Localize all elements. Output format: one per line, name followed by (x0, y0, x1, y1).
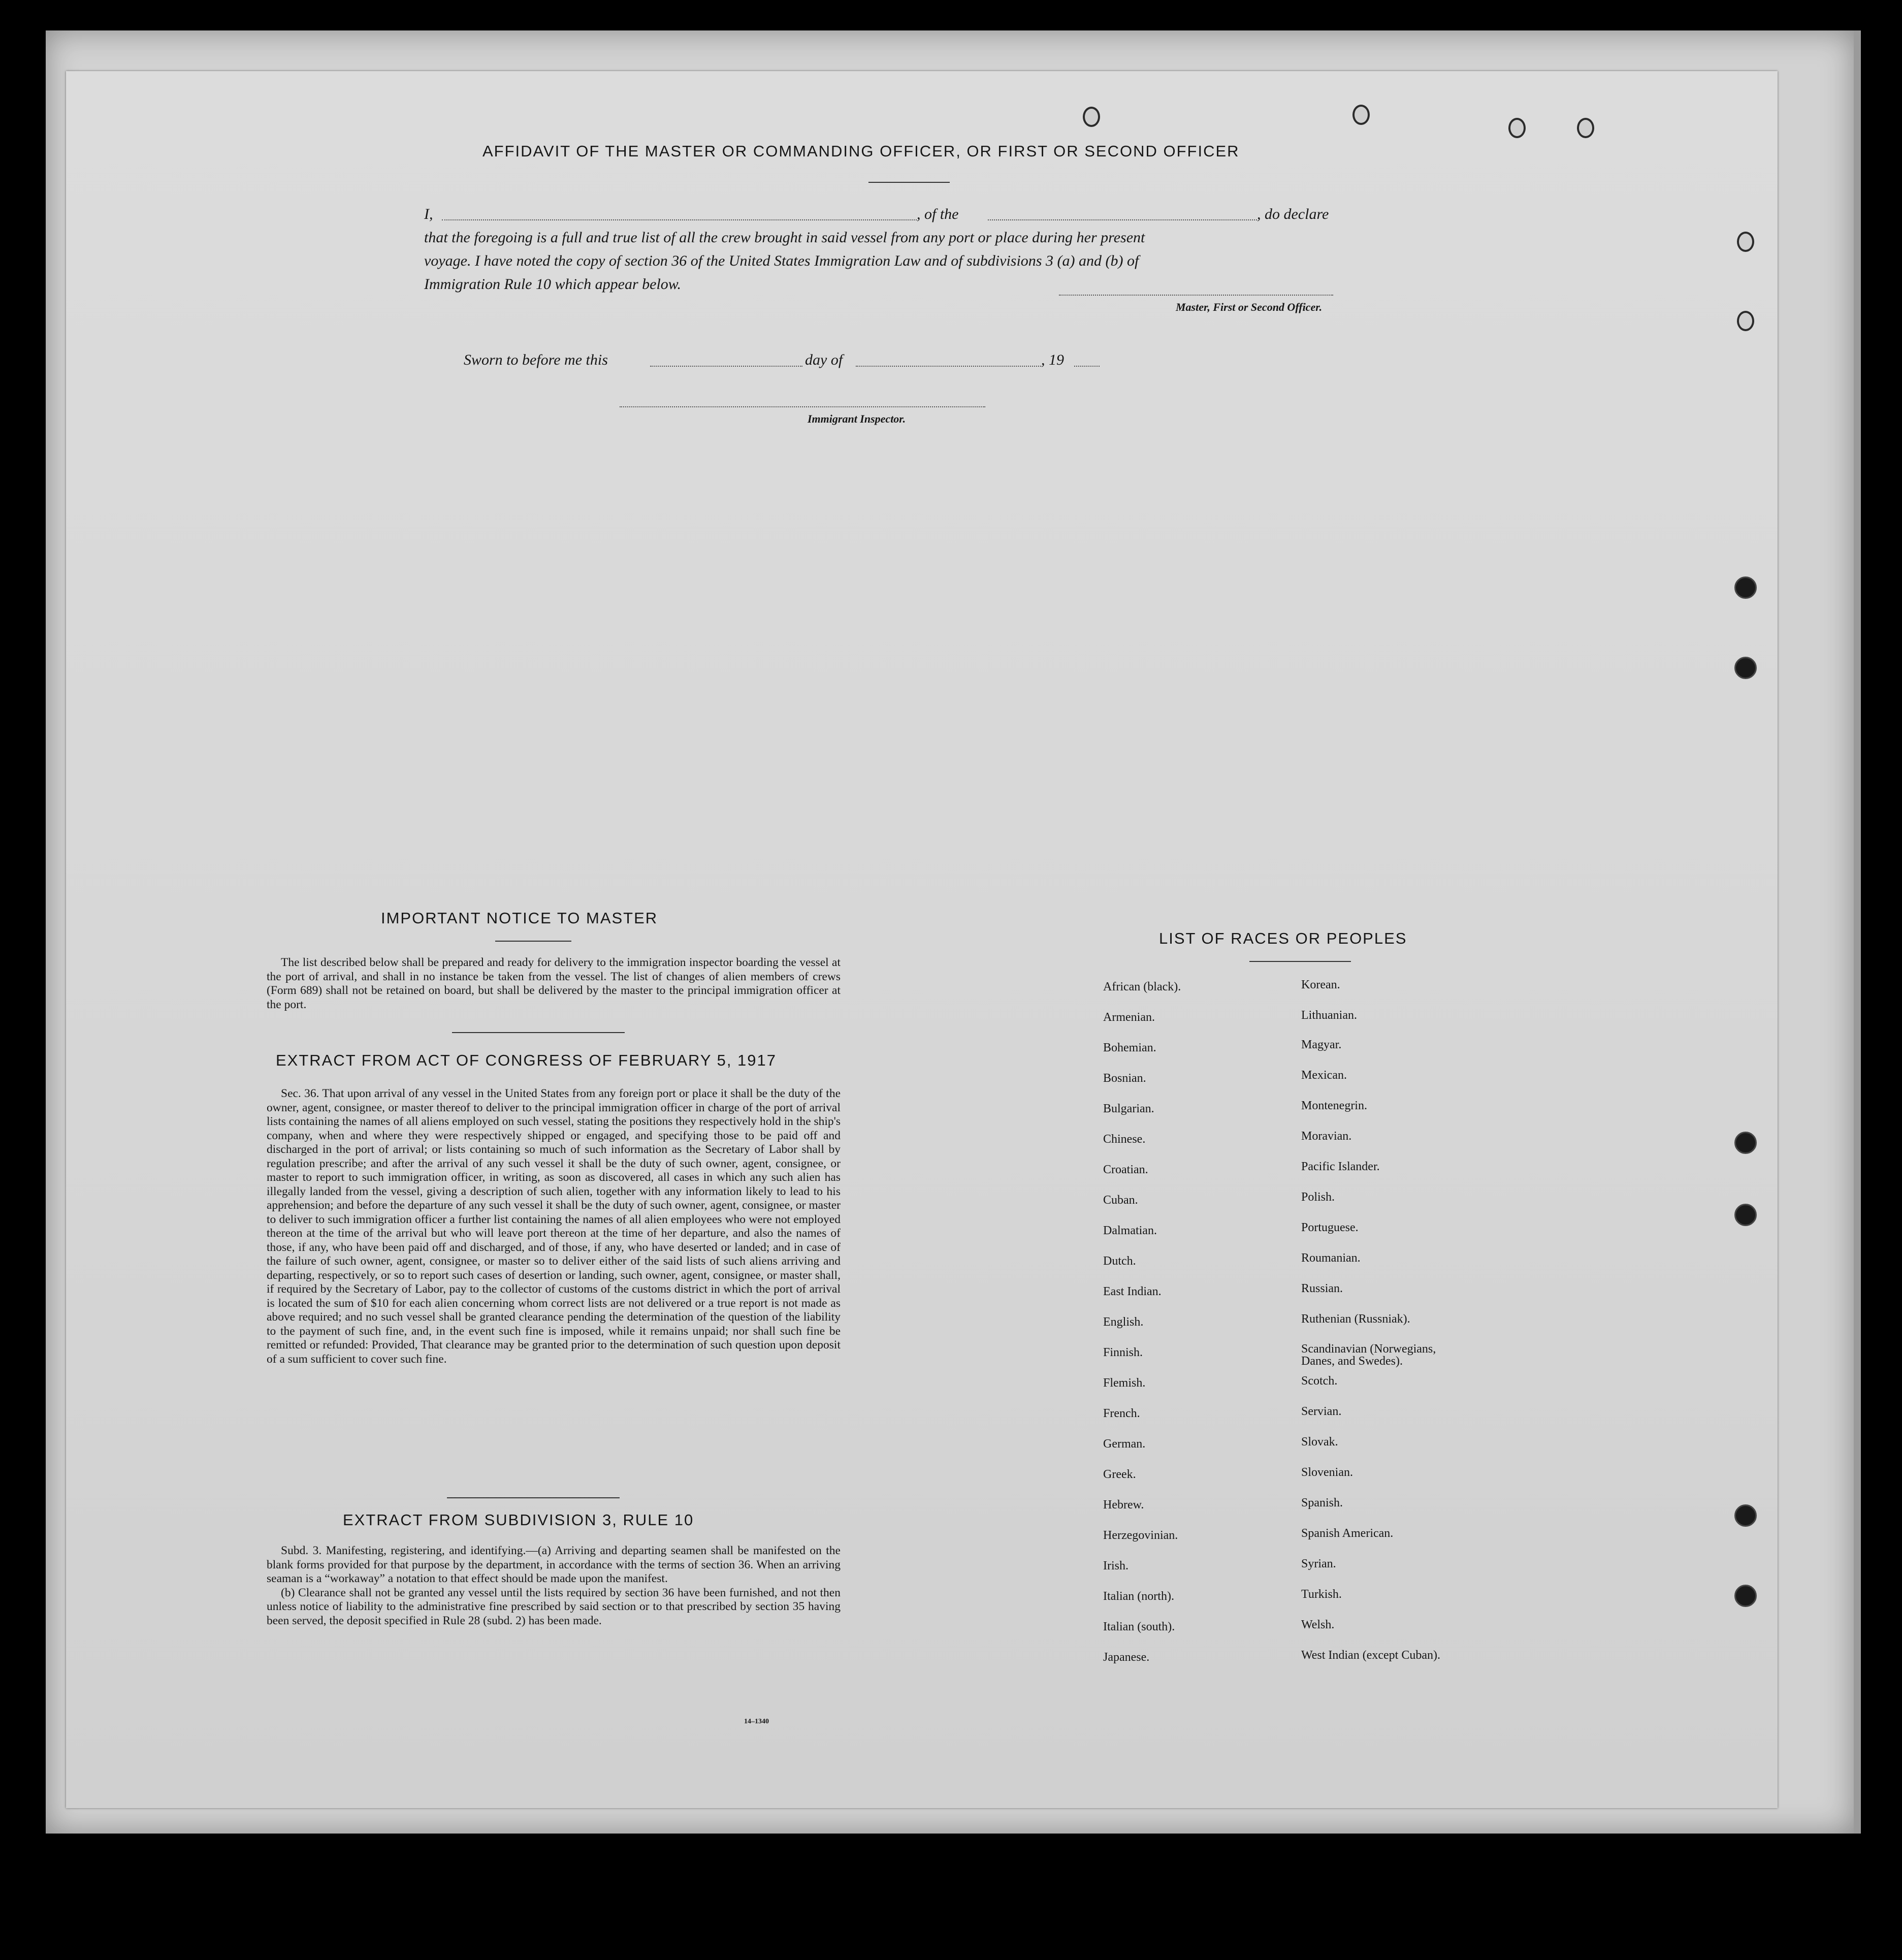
form-number: 14–1340 (744, 1718, 769, 1725)
inspector-label: Immigrant Inspector. (808, 412, 906, 425)
sworn-prefix: Sworn to before me this (464, 351, 608, 368)
affidavit-line4: Immigration Rule 10 which appear below. (424, 276, 682, 293)
race-item: Mexican. (1301, 1069, 1347, 1082)
notice-paragraph: The list described below shall be prepared and ready for delivery to the immigration inspector boarding the vessel at the port of arrival, and shall in no instance be taken from the vessel. The list of changes of alien members of crews (Form 689) shall not be retained on board, but shall be delivered by the master to the principal immigration officer at the port. (267, 956, 841, 1011)
races-title-rule (1249, 961, 1351, 962)
race-item: Scandinavian (Norwegians, Danes, and Swedes). (1301, 1342, 1436, 1368)
sworn-year: , 19 (1041, 351, 1064, 368)
inspector-signature-line (620, 406, 985, 407)
notice-divider (452, 1032, 625, 1033)
extract-act-text (267, 1087, 841, 1366)
sworn-month-line (856, 366, 1041, 367)
extract-rule-text (267, 1544, 841, 1628)
punch-hole (1508, 118, 1526, 138)
race-item: Hebrew. (1103, 1498, 1144, 1512)
extract-rule-para-a: Subd. 3. Manifesting, registering, and identifying.—(a) Arriving and departing seamen shall be manifested on the blank forms provided for that purpose by the department, in accordance with the terms of section 36. When an arriving seaman is a “workaway” a notation to that effect should be made upon the manifest. (267, 1544, 841, 1585)
affidavit-declare: , do declare (1257, 206, 1329, 222)
race-item: West Indian (except Cuban). (1301, 1649, 1440, 1662)
notice-title: IMPORTANT NOTICE TO MASTER (381, 909, 658, 927)
notice-text (267, 956, 841, 1012)
race-item: Japanese. (1103, 1651, 1150, 1664)
race-item: Roumanian. (1301, 1251, 1361, 1265)
race-item: Polish. (1301, 1191, 1335, 1204)
race-item: Dutch. (1103, 1255, 1136, 1268)
affidavit-of-the: , of the (917, 206, 959, 222)
race-item: Slovenian. (1301, 1466, 1353, 1479)
race-item: Bohemian. (1103, 1041, 1156, 1054)
race-item: Magyar. (1301, 1038, 1342, 1051)
race-item: Chinese. (1103, 1133, 1146, 1146)
master-signature-label: Master, First or Second Officer. (1176, 301, 1323, 313)
race-item: English. (1103, 1315, 1144, 1329)
race-item: Syrian. (1301, 1557, 1336, 1570)
affidavit-title: AFFIDAVIT OF THE MASTER OR COMMANDING OFFICER, OR FIRST OR SECOND OFFICER (482, 142, 1240, 160)
document-page (66, 71, 1778, 1808)
punch-hole (1734, 1504, 1757, 1527)
punch-hole (1737, 311, 1754, 331)
race-item: Pacific Islander. (1301, 1160, 1380, 1173)
races-title: LIST OF RACES OR PEOPLES (1159, 929, 1407, 947)
race-item: Lithuanian. (1301, 1009, 1357, 1022)
affidavit-i: I, (424, 206, 433, 222)
race-item: Herzegovinian. (1103, 1529, 1178, 1542)
punch-hole (1734, 657, 1757, 679)
extract-rule-para-b: (b) Clearance shall not be granted any vessel until the lists required by section 36 have been furnished, and not then unless notice of liability to the administrative fine prescribed by said section or to that prescribed by section 35 having been served, the deposit specified in Rule 28 (subd. 2) has been made. (267, 1586, 841, 1627)
race-item: Flemish. (1103, 1376, 1146, 1390)
race-item: Spanish. (1301, 1496, 1343, 1509)
race-item: French. (1103, 1407, 1140, 1420)
race-item: African (black). (1103, 980, 1181, 993)
race-item: Turkish. (1301, 1588, 1342, 1601)
affidavit-line3: voyage. I have noted the copy of section 36 of the United States Immigration Law and of subdivisions 3 (a) and (b) of (424, 252, 1139, 269)
vessel-name-line (988, 219, 1257, 220)
race-item: Servian. (1301, 1405, 1342, 1418)
officer-name-line (442, 219, 917, 220)
sworn-day-of: day of (805, 351, 843, 368)
race-item: Irish. (1103, 1559, 1129, 1572)
race-item: Italian (south). (1103, 1620, 1175, 1633)
race-item: Slovak. (1301, 1435, 1338, 1449)
extract-rule-title: EXTRACT FROM SUBDIVISION 3, RULE 10 (343, 1511, 694, 1529)
race-item: Armenian. (1103, 1011, 1155, 1024)
race-item: Greek. (1103, 1468, 1136, 1481)
race-item: Moravian. (1301, 1130, 1352, 1143)
punch-hole (1734, 1585, 1757, 1607)
race-item: Welsh. (1301, 1618, 1335, 1631)
race-item: Italian (north). (1103, 1590, 1174, 1603)
race-item: Bulgarian. (1103, 1102, 1154, 1115)
race-item: Montenegrin. (1301, 1099, 1367, 1112)
master-signature-line (1059, 295, 1333, 296)
race-item: Croatian. (1103, 1163, 1148, 1176)
race-item: East Indian. (1103, 1285, 1162, 1298)
extract-act-paragraph: Sec. 36. That upon arrival of any vessel in the United States from any foreign port or place it shall be the duty of the owner, agent, consignee, or master thereof to deliver to the principal immigration officer in charge of the port of arrival lists containing the names of all aliens employed on such vessel, stating the positions they respectively hold in the ship's company, when and where they were respectively shipped or engaged, and specifying those to be paid off and discharged in the port of arrival; or lists containing so much of such information as the Secretary of Labor shall by regulation prescribe; and after the arrival of any such vessel it shall be the duty of such owner, agent, consignee, or master to report to such immigration officer, in writing, as soon as discovered, all cases in which any such alien has illegally landed from the vessel, giving a description of such alien, together with any information likely to lead to his apprehension; and before the departure of any such vessel it shall be the duty of such owner, agent, consignee, or master to deliver to such immigration officer a further list containing the names of all alien employees who were not employed thereon at the time of the arrival but who will leave port thereon at the time of her departure, and also the names of those, if any, who have been paid off and discharged, and of those, if any, who have deserted or landed; and in case of the failure of such owner, agent, consignee, or master so to deliver either of the said lists of such aliens arriving and departing, respectively, or so to report such cases of desertion or landing, such owner, agent, consignee, or master shall, if required by the Secretary of Labor, pay to the collector of customs of the customs district in which the port of arrival is located the sum of $10 for each alien concerning whom correct lists are not delivered or a true report is not made as above required; and no such vessel shall be granted clearance pending the determination of the question of the liability to the payment of such fine, and, in the event such fine is imposed, while it remains unpaid; nor shall such fine be remitted or refunded: Provided, That clearance may be granted prior to the determination of such question upon deposit of a sum sufficient to cover such fine. (267, 1087, 841, 1366)
punch-hole (1734, 576, 1757, 599)
punch-hole (1734, 1132, 1757, 1154)
race-item: German. (1103, 1437, 1146, 1451)
punch-hole (1083, 107, 1100, 127)
race-item: Ruthenian (Russniak). (1301, 1312, 1410, 1326)
notice-title-rule (495, 941, 571, 942)
affidavit-line2: that the foregoing is a full and true list of all the crew brought in said vessel from any port or place during her present (424, 229, 1145, 246)
race-item: Bosnian. (1103, 1072, 1146, 1085)
sworn-year-line (1074, 366, 1100, 367)
punch-hole (1737, 232, 1754, 252)
race-item: Scotch. (1301, 1374, 1338, 1388)
race-item: Spanish American. (1301, 1527, 1394, 1540)
race-item: Finnish. (1103, 1346, 1143, 1359)
affidavit-title-rule (868, 182, 950, 183)
extract-act-title: EXTRACT FROM ACT OF CONGRESS OF FEBRUARY 5, 1917 (276, 1051, 777, 1069)
extract-act-divider (447, 1497, 620, 1498)
race-item: Korean. (1301, 978, 1340, 991)
sworn-day-line (650, 366, 802, 367)
race-item: Dalmatian. (1103, 1224, 1157, 1237)
race-item: Portuguese. (1301, 1221, 1359, 1234)
punch-hole (1734, 1204, 1757, 1226)
race-item: Russian. (1301, 1282, 1343, 1295)
punch-hole (1352, 105, 1370, 125)
race-item: Cuban. (1103, 1194, 1138, 1207)
punch-hole (1577, 118, 1594, 138)
